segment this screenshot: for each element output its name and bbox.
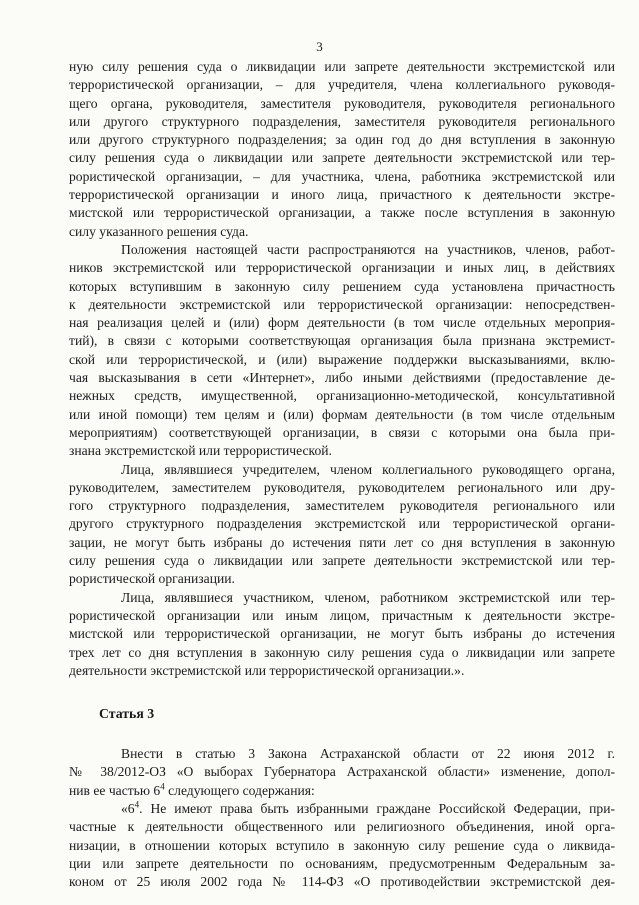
text-line: или иной помощи) тем целям и (или) формам деятельности (в том числе отдельным: [69, 406, 615, 422]
paragraph: [69, 461, 615, 589]
text-line: Внести в статью 3 Закона Астраханской области от 22 июня 2012 г.: [121, 746, 615, 762]
article-heading: Статья 3: [99, 706, 155, 722]
text-line: Лица, являвшиеся участником, членом, работником экстремистской или тер-: [121, 589, 615, 605]
text-line: террористической организации и иного лица, причастного к деятельности экстре-: [69, 187, 615, 203]
text-line: нежных средств, имущественной, организационно-методической, консультативной: [69, 388, 615, 404]
text-segment: «6: [121, 800, 135, 816]
text-line: низации, в отношении которых вступило в законную силу решение суда о ликвида-: [69, 837, 615, 853]
text-line: тий), в связи с которыми соответствующая организация была признана экстремист-: [69, 333, 615, 349]
text-line: Лица, являвшиеся учредителем, членом коллегиального руководящего органа,: [121, 461, 615, 477]
text-line: которых вступившим в законную силу решением суда установлена причастность: [69, 278, 615, 294]
text-line: террористической организации, – для учредителя, члена коллегиального руководя-: [69, 77, 615, 93]
text-line: частные к деятельности общественного или религиозного объединения, иной орга-: [69, 819, 615, 835]
text-line: силу указанного решения суда.: [69, 223, 249, 239]
paragraph: [69, 589, 615, 680]
text-line: или другого структурного подразделения; за один год до дня вступления в законную: [69, 132, 615, 148]
text-line: руководителем, заместителем руководителя, руководителем регионального или дру-: [69, 479, 615, 495]
text-segment: . Не имеют права быть избранными граждане Российской Федерации, при-: [139, 800, 615, 816]
superscript: 4: [160, 781, 165, 792]
text-line: [69, 800, 615, 818]
text-line: коном от 25 июля 2002 года № 114-ФЗ «О противодействии экстремистской дея-: [69, 874, 615, 890]
text-line: Положения настоящей части распространяются на участников, членов, работ-: [121, 241, 615, 257]
text-line: [69, 782, 615, 800]
text-line: чая высказывания в сети «Интернет», либо иными действиями (предоставление де-: [69, 370, 615, 386]
text-line: знана экстремистской или террористической.: [69, 443, 332, 459]
paragraph: [69, 800, 615, 891]
text-line: рористической организации, – для участника, члена, работника экстремистской или: [69, 168, 615, 184]
text-line: рористической организации.: [69, 571, 235, 587]
text-line: деятельности экстремистской или террористической организации.».: [69, 662, 465, 678]
superscript: 4: [134, 799, 140, 810]
text-line: силу решения суда о ликвидации или запрете деятельности экстремистской или тер-: [69, 150, 615, 166]
paragraph: [69, 241, 615, 461]
text-line: к деятельности экстремистской или террористической организации: непосредствен-: [69, 296, 615, 312]
text-segment: следующего содержания:: [164, 782, 315, 798]
text-line: зации, не могут быть избраны до истечения пяти лет со дня вступления в законную: [69, 534, 615, 550]
text-line: другого структурного подразделения экстремистской или террористической органи-: [69, 516, 615, 532]
text-line: ников экстремистской или террористической организации и иных лиц, в действиях: [69, 260, 615, 276]
text-line: ской или террористической, и (или) выражение поддержки высказываниями, вклю-: [69, 351, 615, 367]
text-line: силу решения суда о ликвидации или запрете деятельности экстремистской или тер-: [69, 553, 615, 569]
text-line: № 38/2012-ОЗ «О выборах Губернатора Астраханской области» изменение, допол-: [69, 764, 615, 780]
text-segment: нив ее частью 6: [69, 782, 161, 798]
text-line: щего органа, руководителя, заместителя руководителя, руководителя регионального: [69, 95, 615, 111]
paragraph: [69, 58, 615, 241]
text-line: гого структурного подразделения, заместителем руководителя регионального или: [69, 498, 615, 514]
text-line: ная реализация целей и (или) форм деятельности (в том числе отдельных мероприя-: [69, 315, 615, 331]
text-line: мистской или террористической организации, а также после вступления в законную: [69, 205, 615, 221]
paragraph: [69, 745, 615, 800]
page-number: 3: [316, 39, 323, 54]
text-line: рористической организации или иным лицом, причастным к деятельности экстре-: [69, 607, 615, 623]
text-line: мероприятиям) соответствующей организации, в связи с которыми она была при-: [69, 424, 615, 440]
text-line: ции или запрете деятельности по основаниям, предусмотренным Федеральным за-: [69, 855, 615, 871]
text-line: или другого структурного подразделения, заместителя руководителя регионального: [69, 113, 615, 129]
document-body: [69, 58, 615, 891]
text-line: мистской или террористической организации, не могут быть избраны до истечения: [69, 626, 615, 642]
text-line: трех лет со дня вступления в законную силу решения суда о ликвидации или запрете: [69, 644, 615, 660]
text-line: ную силу решения суда о ликвидации или запрете деятельности экстремистской или: [69, 59, 615, 74]
